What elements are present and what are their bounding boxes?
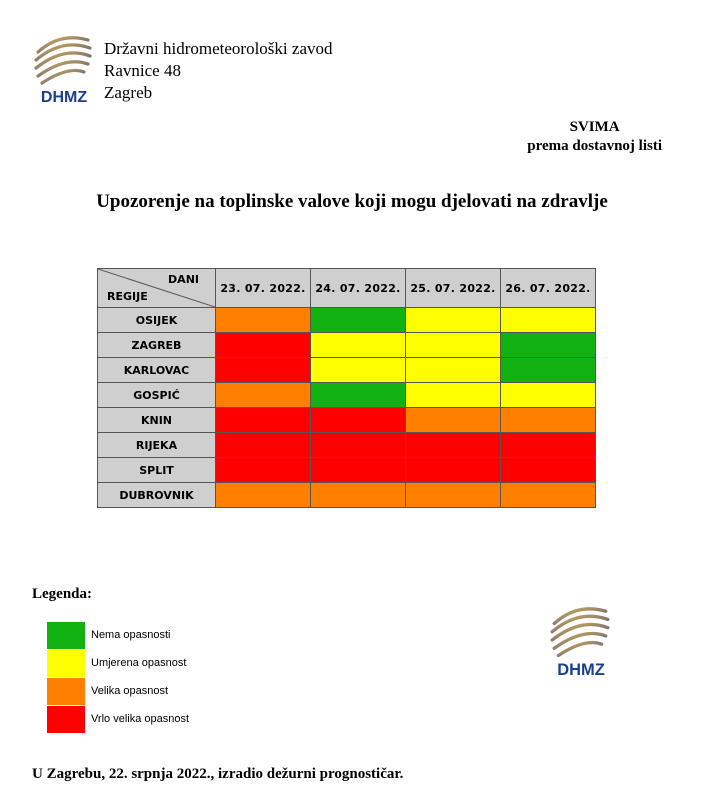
warning-cell — [406, 458, 501, 483]
region-name: OSIJEK — [98, 308, 216, 333]
warning-cell — [216, 308, 311, 333]
legend-item — [47, 649, 189, 677]
legend-label: Umjerena opasnost — [91, 657, 187, 669]
warning-cell — [501, 408, 596, 433]
region-name: DUBROVNIK — [98, 483, 216, 508]
warning-cell — [216, 408, 311, 433]
warning-table — [97, 268, 596, 508]
warning-cell — [406, 308, 501, 333]
warning-cell — [406, 333, 501, 358]
sender-address — [104, 38, 333, 104]
warning-cell — [311, 333, 406, 358]
region-name: KARLOVAC — [98, 358, 216, 383]
document-title: Upozorenje na toplinske valove koji mogu djelovati na zdravlje — [96, 191, 608, 212]
table-row — [98, 308, 596, 333]
warning-cell — [311, 458, 406, 483]
warning-cell — [406, 358, 501, 383]
table-row — [98, 483, 596, 508]
legend-label: Velika opasnost — [91, 685, 169, 697]
legend — [47, 621, 189, 733]
address-line: Ravnice 48 — [104, 61, 181, 80]
dhmz-logo — [546, 600, 616, 680]
legend-title: Legenda: — [32, 586, 92, 602]
org-name: Državni hidrometeorološki zavod — [104, 39, 333, 58]
warning-cell — [216, 458, 311, 483]
legend-swatch — [47, 650, 85, 677]
table-corner-cell — [98, 269, 216, 308]
recipient-block — [527, 118, 662, 156]
svg-text:DHMZ: DHMZ — [557, 661, 605, 679]
footer-signature: U Zagrebu, 22. srpnja 2022., izradio dežurni prognostičar. — [32, 766, 404, 782]
warning-cell — [406, 408, 501, 433]
warning-cell — [501, 433, 596, 458]
warning-cell — [501, 483, 596, 508]
legend-swatch — [47, 622, 85, 649]
warning-cell — [311, 433, 406, 458]
warning-cell — [216, 483, 311, 508]
corner-days-label: DANI — [168, 273, 199, 286]
warning-cell — [406, 383, 501, 408]
recipient-line2: prema dostavnoj listi — [527, 138, 662, 154]
warning-cell — [311, 308, 406, 333]
warning-cell — [216, 383, 311, 408]
table-row — [98, 358, 596, 383]
legend-item — [47, 677, 189, 705]
warning-cell — [216, 358, 311, 383]
legend-item — [47, 705, 189, 733]
legend-label: Vrlo velika opasnost — [91, 713, 190, 725]
warning-cell — [216, 333, 311, 358]
legend-item — [47, 621, 189, 649]
table-row — [98, 458, 596, 483]
recipient-line1: SVIMA — [569, 119, 620, 135]
warning-cell — [406, 483, 501, 508]
region-name: SPLIT — [98, 458, 216, 483]
date-header: 23. 07. 2022. — [216, 269, 311, 308]
legend-swatch — [47, 678, 85, 705]
legend-label: Nema opasnosti — [91, 629, 171, 641]
warning-cell — [311, 408, 406, 433]
warning-cell — [311, 383, 406, 408]
region-name: RIJEKA — [98, 433, 216, 458]
dhmz-logo — [30, 30, 98, 106]
table-row — [98, 433, 596, 458]
legend-swatch — [47, 706, 85, 733]
table-row — [98, 408, 596, 433]
warning-cell — [311, 483, 406, 508]
warning-cell — [216, 433, 311, 458]
warning-cell — [311, 358, 406, 383]
warning-cell — [406, 433, 501, 458]
table-row — [98, 333, 596, 358]
warning-cell — [501, 333, 596, 358]
warning-cell — [501, 358, 596, 383]
date-header: 25. 07. 2022. — [406, 269, 501, 308]
region-name: KNIN — [98, 408, 216, 433]
region-name: ZAGREB — [98, 333, 216, 358]
warning-cell — [501, 458, 596, 483]
date-header: 24. 07. 2022. — [311, 269, 406, 308]
table-row — [98, 383, 596, 408]
table-header-row — [98, 269, 596, 308]
city: Zagreb — [104, 83, 153, 102]
svg-text:DHMZ: DHMZ — [40, 89, 88, 106]
warning-cell — [501, 383, 596, 408]
region-name: GOSPIĆ — [98, 383, 216, 408]
warning-cell — [501, 308, 596, 333]
date-header: 26. 07. 2022. — [501, 269, 596, 308]
corner-regions-label: REGIJE — [107, 290, 148, 303]
